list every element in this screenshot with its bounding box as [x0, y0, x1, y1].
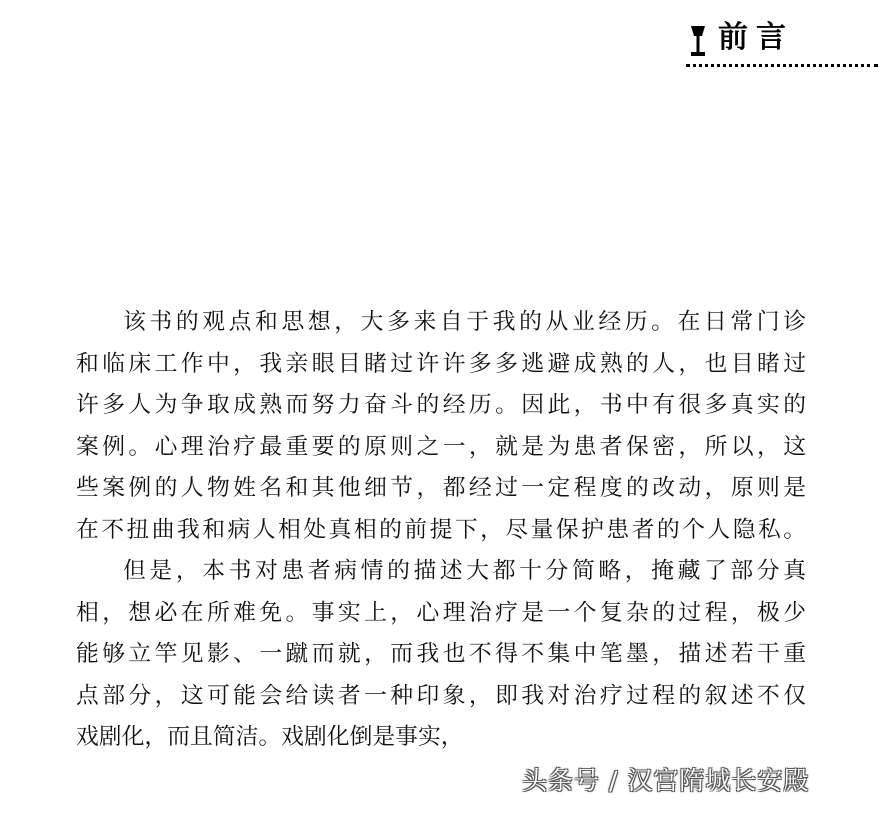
text-line: 点部分，这可能会给读者一种印象，即我对治疗过程的叙述不仅 — [76, 682, 806, 709]
text-line: 案例。心理治疗最重要的原则之一，就是为患者保密，所以，这 — [76, 433, 806, 460]
text-line: 相，想必在所难免。事实上，心理治疗是一个复杂的过程，极少 — [76, 599, 806, 626]
text-line: 戏剧化，而且简洁。戏剧化倒是事实， — [76, 724, 464, 750]
watermark: 头条号 / 汉宫隋城长安殿 — [522, 766, 810, 795]
chapter-header — [686, 18, 880, 68]
text-line: 能够立竿见影、一蹴而就，而我也不得不集中笔墨，描述若干重 — [76, 641, 806, 667]
text-line: 些案例的人物姓名和其他细节，都经过一定程度的改动，原则是 — [76, 475, 806, 501]
chapter-title: 前言 — [718, 20, 794, 55]
body-text — [76, 302, 806, 759]
text-line: 和临床工作中，我亲眼目睹过许许多多逃避成熟的人，也目睹过 — [76, 350, 806, 377]
text-line: 在不扭曲我和病人相处真相的前提下，尽量保护患者的个人隐私。 — [76, 516, 806, 543]
text-line: 许多人为争取成熟而努力奋斗的经历。因此，书中有很多真实的 — [76, 392, 806, 418]
text-line: 该书的观点和思想，大多来自于我的从业经历。在日常门诊 — [123, 309, 806, 335]
paragraph-1 — [76, 302, 806, 551]
paragraph-2 — [76, 551, 806, 759]
title-underline — [686, 64, 878, 67]
lamp-icon — [686, 24, 710, 58]
text-line: 但是，本书对患者病情的描述大都十分简略，掩藏了部分真 — [123, 558, 806, 584]
